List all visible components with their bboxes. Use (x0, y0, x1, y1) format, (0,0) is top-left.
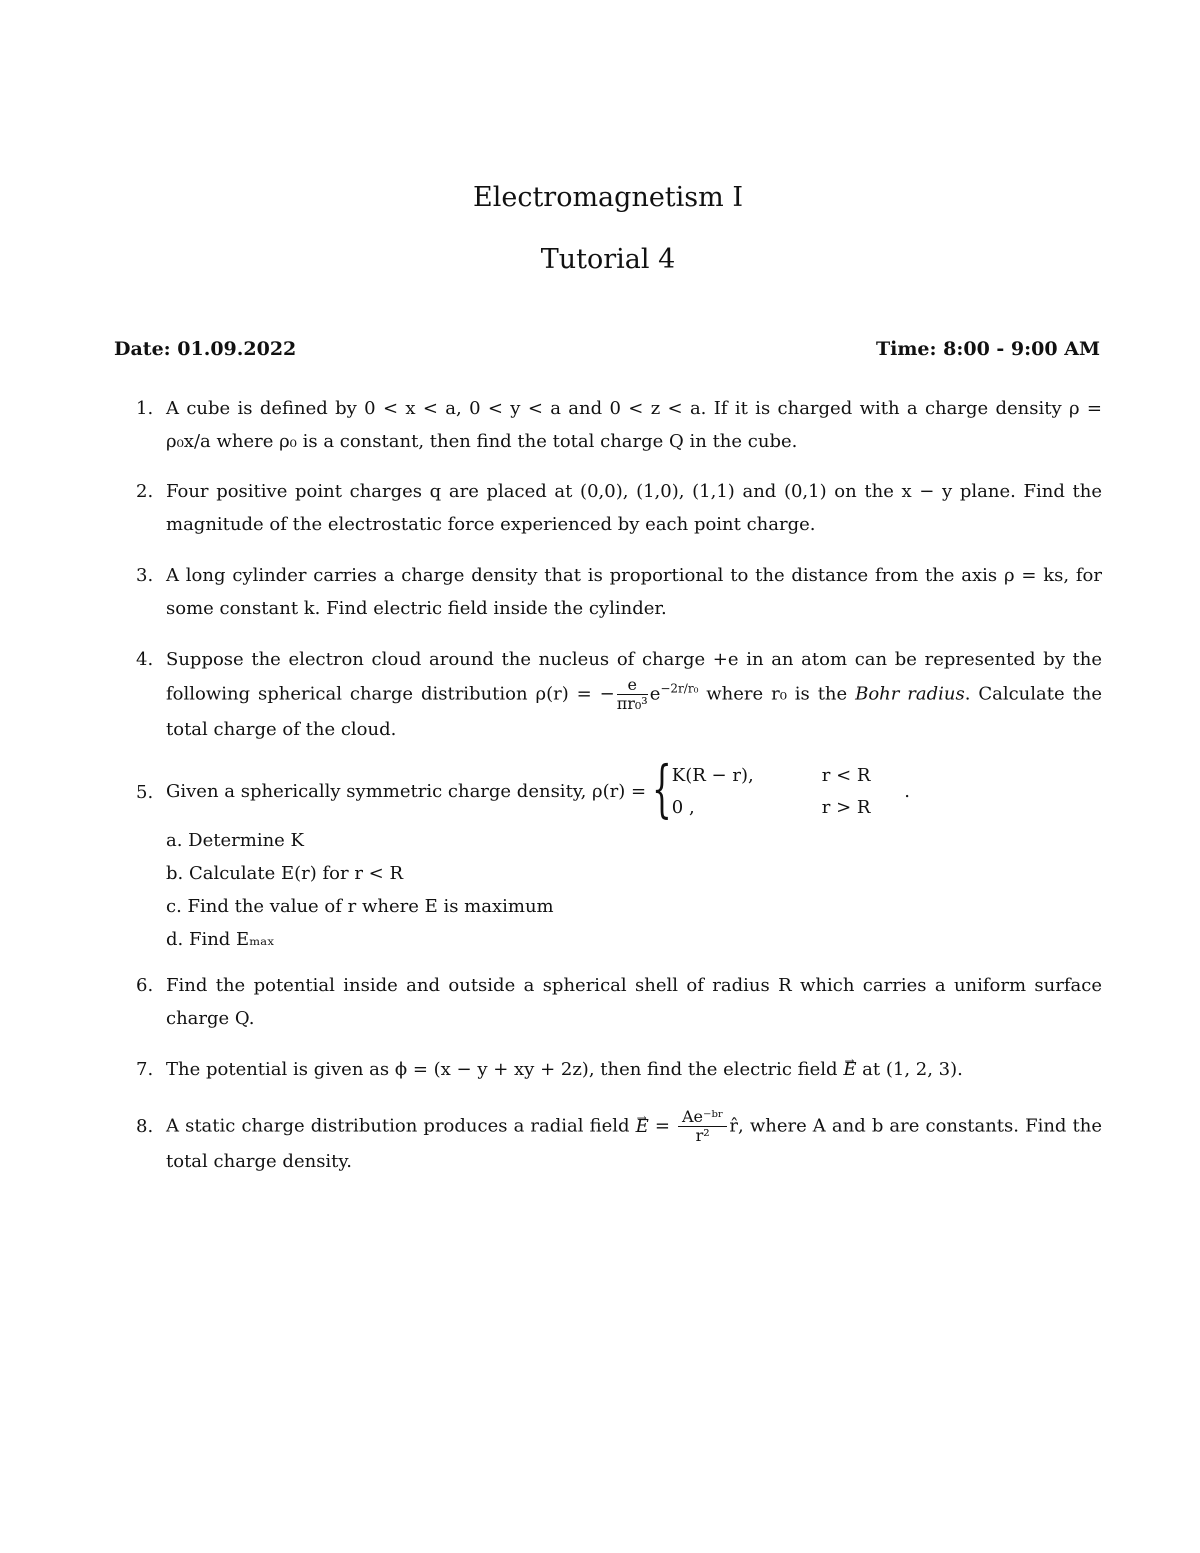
question-text-part: r̂, where A and b are constants. Find the total charge density. (166, 1115, 1102, 1172)
question-text: Find the potential inside and outside a spherical shell of radius R which carries a uniform surface charge Q. (166, 975, 1102, 1029)
question-text-part: A static charge distribution produces a radial field (166, 1115, 636, 1137)
question-text-part: where r₀ is the (698, 683, 856, 705)
emphasis-text: Bohr radius (855, 683, 965, 705)
fraction (617, 676, 648, 713)
question-4 (136, 643, 1103, 746)
time-label: Time: 8:00 - 9:00 AM (875, 338, 1100, 360)
question-number: 3. (136, 565, 154, 586)
question-text (166, 1108, 1102, 1178)
question-text: A long cylinder carries a charge density that is proportional to the distance from the axis ρ = ks, for some constant k. Find electric field inside the cylinder. (166, 565, 1102, 619)
question-text-part: at (1, 2, 3). (856, 1059, 963, 1080)
sub-question: b. Calculate E(r) for r < R (166, 863, 404, 884)
question-7 (136, 1053, 1102, 1086)
question-number: 2. (136, 481, 154, 502)
question-5 (136, 752, 1102, 956)
question-number: 7. (136, 1059, 154, 1080)
vector-symbol: → E (636, 1116, 649, 1137)
case-expression: 0 , (671, 797, 695, 818)
question-3 (136, 559, 1102, 625)
brace-symbol: { (651, 752, 672, 825)
case-expression: K(R − r), (671, 765, 754, 786)
question-tail: . (904, 781, 910, 802)
question-text (166, 752, 1102, 825)
case-row (672, 760, 871, 792)
exponent: −2r/r₀ (660, 681, 699, 696)
case-condition: r < R (821, 765, 871, 786)
question-text: Four positive point charges q are placed at (0,0), (1,0), (1,1) and (0,1) on the x − y plane. Find the magnitude of the electrostatic force experienced by each point charge. (166, 481, 1102, 535)
question-number: 6. (136, 975, 154, 996)
fraction-numerator: e (617, 676, 648, 695)
vector-symbol: → E (843, 1059, 856, 1080)
question-number: 5. (136, 782, 154, 803)
sub-question: a. Determine K (166, 830, 304, 851)
question-8 (136, 1107, 1102, 1178)
question-text-part: e (649, 683, 661, 705)
question-number: 8. (136, 1116, 154, 1137)
question-text (166, 1053, 1102, 1086)
question-number: 4. (136, 649, 154, 670)
fraction (678, 1108, 727, 1145)
question-lead: Given a spherically symmetric charge density, ρ(r) = (166, 781, 647, 802)
question-text (166, 643, 1102, 746)
fraction-denominator: r² (695, 1126, 710, 1145)
piecewise-definition (651, 752, 871, 825)
question-1 (136, 392, 1102, 458)
question-2 (136, 475, 1102, 541)
case-condition: r > R (821, 797, 871, 818)
fraction-numerator: Ae⁻ᵇʳ (678, 1108, 727, 1127)
sub-question: c. Find the value of r where E is maximum (166, 896, 554, 917)
sub-question: d. Find Eₘₐₓ (166, 929, 275, 950)
question-text-part: Suppose the electron cloud around the nucleus of charge +e in an atom can be represented by the following spherical charge distribution ρ(r) = − (166, 649, 1102, 705)
question-text-part: . Calculate the total charge of the cloud. (166, 683, 1103, 740)
date-label: Date: 01.09.2022 (114, 338, 297, 360)
question-6 (136, 969, 1102, 1035)
question-text-part: The potential is given as ϕ = (x − y + xy + 2z), then find the electric field (166, 1059, 844, 1080)
fraction-denominator: πr₀³ (616, 694, 648, 713)
question-text-part: = (648, 1115, 676, 1137)
document-subtitle: Tutorial 4 (540, 244, 676, 275)
sub-question-list (140, 824, 1102, 956)
question-number: 1. (136, 398, 154, 419)
case-row (672, 792, 871, 824)
document-title: Electromagnetism I (473, 182, 743, 213)
question-text: A cube is defined by 0 < x < a, 0 < y < a and 0 < z < a. If it is charged with a charge density ρ = ρ₀x/a where ρ₀ is a constant, then find the total charge Q in the cube. (166, 398, 1102, 452)
